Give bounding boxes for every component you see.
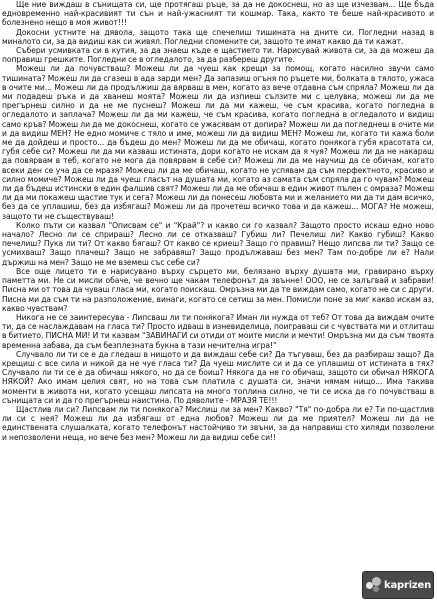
document-page <box>2 0 434 600</box>
logo-mark-icon <box>366 577 382 593</box>
paragraph: Ще ние виждаш в сънищата си, ще протягаш ръце, за да не докоснеш, но аз ще изчезвам... Ще бъда едновременно най-красивият ти сън и най-ужасният ти кошмар. Така, както те беше най-красивото и болезнено нещо в моя живот!!! <box>2 0 434 28</box>
paragraph: Можеш ли да почувстваш? Можеш ли да чуеш как крещи за помощ, когато насилно звучи само тишината? Можеш ли да сгазеш в ада зарди мен? Да запазиш огъня по ръцете ми, болката в тялото, ужаса в очите ми... Можеш ли да продължиш да вярваш в мен, когато аз вече отдавна съм спряла? Можеш ли да ми подадеш ръка и да хванеш моята? Можеш ли да изпиеш сълзите ми с целувка, можеш ли да ме прегърнеш силно и да не ме пуснеш? Можеш ли да ми кажеш, че съм красива, когато погледна в огледалото и заплача? Можеш ли да ми кажеш, че съм красива, когато погледна в огледалото и видиш само кръв? Можеш ли да ме докоснеш, когато се ужасявам от допира? Можеш ли да погледнеш в очите ми и да видиш МЕН? Не едно момиче с тяло и име, можеш ли да видиш МЕН? Можеш ли, когато ти кажа боли ме да дойдеш и просто... да бъдеш до мен? Можеш ли да ме обичаш, когато понякога губя красотата си, губя себе си? Можеш ли да ми казваш истината, дори когато не искам да я чуя? Можеш ли да не накараш да повярвам в теб, когато не мога да повярвам в себе си? Можеш ли да ме научиш да се обичам, когато всеки ден се уча да се мразя? Можеш ли да ме обичаш, когато не успявам да съм перфектното, красиво и силно момиче? Можеш ли да чуеш гласът на душата ми, когато аз самата съм спряла да го чувам? Можеш ли да бъдеш истински в един фалшив свят? Можеш ли да ме обичаш в един живот пълен с омраза? Можеш ли да ми покажеш щастие тук и сега? Можеш ли да понесеш любовта ми и желанието ми да ти дам всичко, без да се уплашиш, без да избягаш? Можеш ли да прочетеш всичко това и да кажеш... МОГА? Не можеш, защото ти не съществуваш! <box>2 64 434 221</box>
paragraph: Докосни устните на дявола, защото така ще спечелиш тишината на дните си. Погледни назад в миналото си, за да видиш как си живял. Погледни спомените си, защото те имат какво да ти кажат. <box>2 27 434 46</box>
site-logo <box>363 572 433 598</box>
paragraph: Колко пъти си казвал "Описвам се" и "Край"? и какво си го казвал? Защото просто искаш едно ново начало? Лесно ли се сприраш? Лесно ли се отказваш? Губиш ли? Печелиш ли? Какво губиш? Какво печелиш? Пука ли ти? От какво бягаш? От какво се криеш? Защо го правиш? Нещо липсва ли ти? Защо се усмихваш? Защо плачеш? Защо не забравяш? Защо продължаваш без мен? Там по-добре ли е? Нали държиш на мен? Защо не ме вземеш със себе си? <box>2 220 434 267</box>
paragraph: Никога не се заинтересува - Липсваш ли ти понякога? Иман ли нужда от теб? От това да виждам очите ти, да се наслаждавам на гласа ти? Просто идваш в изневиделица, поиграваш си с чувствата ми и отлиташ в битието. ПИСНА МИ! И ти казвам "ЗАВИНАГИ си отиди от моите мисли и мечти! Омръзна ми да съм твоята временна забава, да съм безплезната букна в тази нечителна игра!" <box>2 312 434 350</box>
paragraph: Все още лицето ти е нарисувано върху сърцето ми, белязано върху душата ми, гравирано върху паметта ми. Не си мисли обаче, че вечно ще чакам телефонът да звънне! ООО, не се залъгвай и забрави! Писна ми от това да чуваш гласа ми, когато поискаш. Омръзна ми да те виждам само, когато не си с други. Писна ми да съм ти на разположение, винаги, когато се сетиш за мен. Помисли поне за миг какво искам аз, какво чувствам? <box>2 266 434 313</box>
paragraph: Щастлив ли си? Липсвам ли ти понякога? Мислиш ли за мен? Какво? "Тя" по-добра ли е? Ти по-щастлив ли си с нея? Можеш ли да избягаш от една любов? Можеш ли да ме приятел? Можеш ли да не единствената слушалката, когато телефонът настойчиво ти звъни, за да направиш сто хиляди позволени и непозволени неща, но вече без мен? Можеш ли да видиш себе си!! <box>2 404 434 442</box>
paragraph: Събери усмивката си в кутия, за да знаеш къде е щастието ти. Нарисувай живота си, за да можеш да поправиш грешките. Погледни се в огледалото, за да разбереш другите. <box>2 46 434 65</box>
logo-text: kaprizen <box>384 579 432 591</box>
paragraph: Случвало ли ти се е да гледаш в нищото и да виждаш себе си? Да тъгуваш, без да разбираш защо? Да крещиш с все сила и никой да не чуе гласа ти? Да чуеш мислите си и да се уплашиш от истината в тях? Случвало ли ти се е да обичаш някого, но да се боиш? Някога да не го обичаш, защото си обичал НЯКОГА НЯКОЙ? Ако имам целия свят, но на това съм платила с душата си, значи нямам нищо... Има такива моменти в живота ни, когато усещаш липсата на много топлина силно, че ти се иска да го почувстваш в сънищата си и да го прегърнеш наистина. По дяволите - МРАЗЯ ТЕ!!! <box>2 349 434 405</box>
